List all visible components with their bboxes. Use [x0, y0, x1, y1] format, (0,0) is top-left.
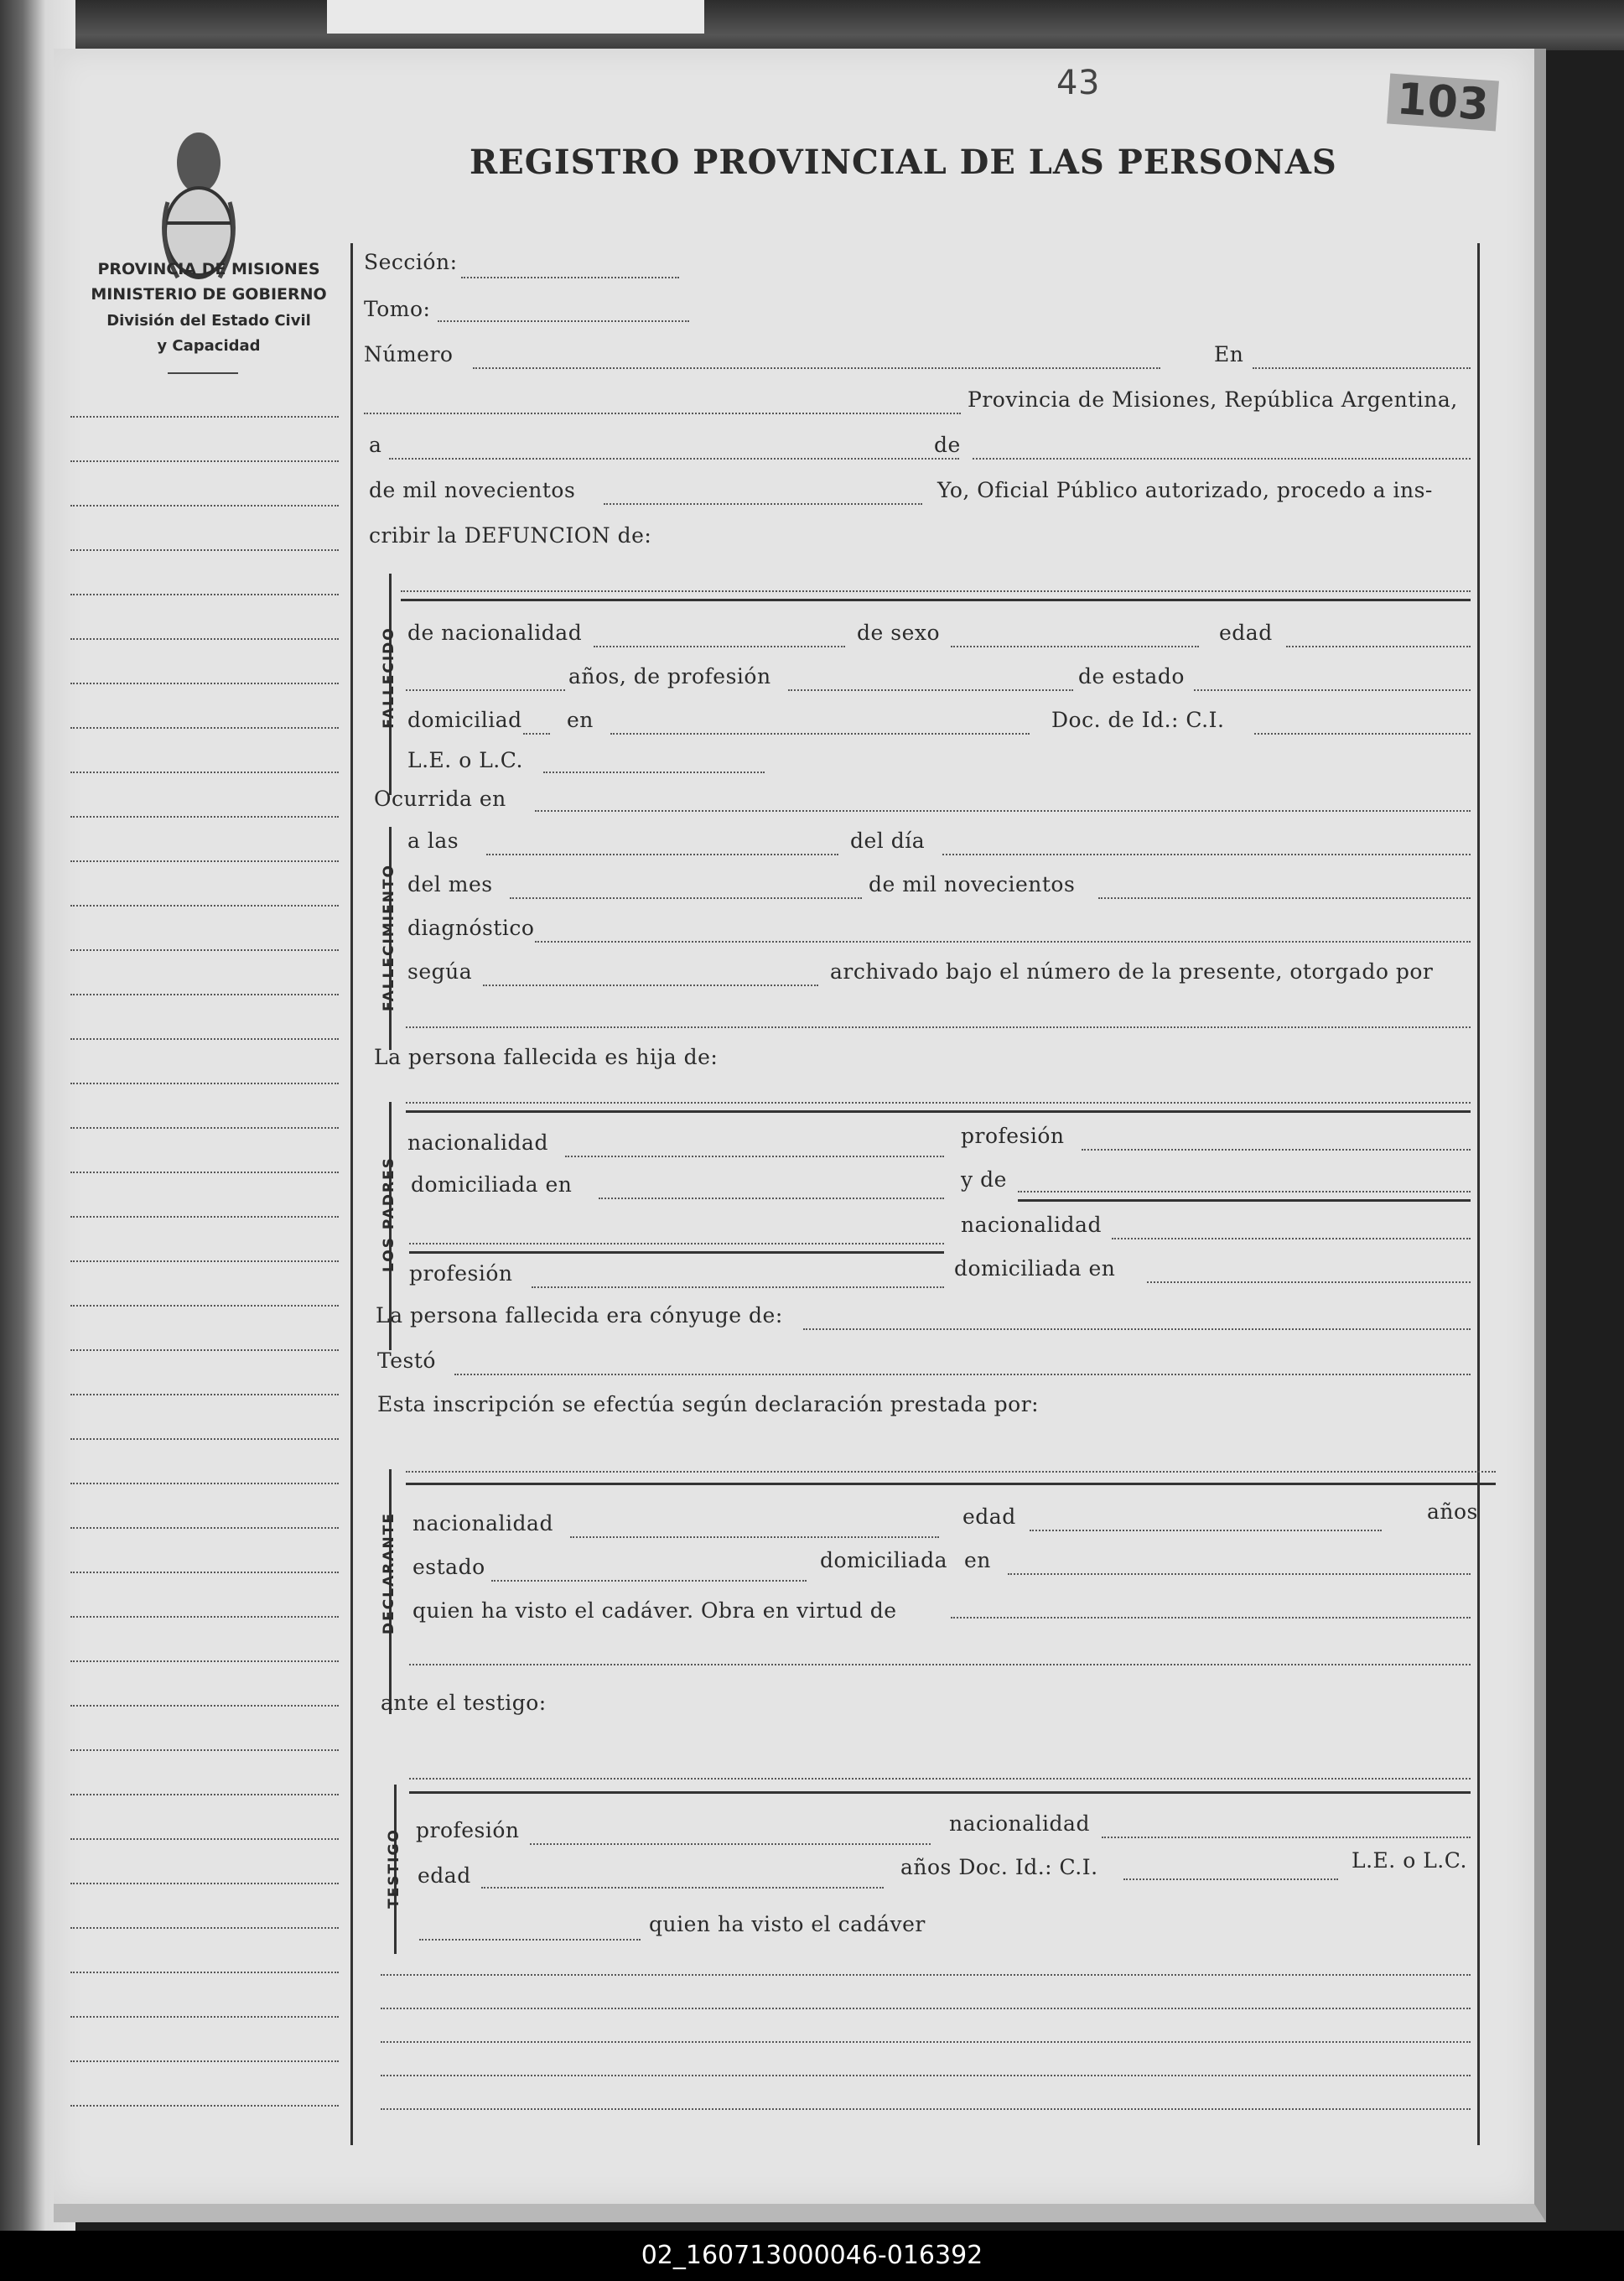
testigo-quien-label: quien ha visto el cadáver	[649, 1912, 926, 1936]
declarante-edad-field[interactable]	[1030, 1530, 1382, 1531]
madre-domicilio-field[interactable]	[1147, 1281, 1471, 1283]
margin-line[interactable]	[70, 1172, 339, 1173]
remarks-line[interactable]	[381, 2075, 1471, 2076]
obra-virtud-field[interactable]	[951, 1617, 1471, 1619]
margin-line[interactable]	[70, 1394, 339, 1395]
segun-label: segúa	[407, 959, 473, 984]
adjacent-page-tab	[327, 0, 704, 34]
tomo-label: Tomo:	[364, 297, 431, 321]
margin-line[interactable]	[70, 549, 339, 551]
numero-field[interactable]	[473, 367, 1160, 369]
y-de-label: y de	[961, 1167, 1007, 1192]
padre-name-field[interactable]	[406, 1102, 1471, 1104]
margin-line[interactable]	[70, 2016, 339, 2018]
margin-line[interactable]	[70, 1660, 339, 1662]
page-title: REGISTRO PROVINCIAL DE LAS PERSONAS	[470, 143, 1337, 182]
cribir-label: cribir la DEFUNCION de:	[369, 523, 652, 548]
de-nacionalidad-label: de nacionalidad	[407, 621, 583, 645]
declarante-nacionalidad-label: nacionalidad	[412, 1511, 553, 1535]
padre-name-underline	[406, 1110, 1471, 1113]
image-id-caption: 02_160713000046-016392	[0, 2231, 1624, 2281]
margin-line[interactable]	[70, 1438, 339, 1440]
doc-id-label: Doc. de Id.: C.I.	[1051, 708, 1225, 732]
padre-nacionalidad-field[interactable]	[565, 1156, 944, 1157]
domicilio-field[interactable]	[610, 733, 1030, 735]
a-label: a	[369, 433, 382, 457]
year-field[interactable]	[604, 503, 922, 505]
margin-line[interactable]	[70, 1527, 339, 1529]
margin-line[interactable]	[70, 1705, 339, 1707]
capacity-label: y Capacidad	[157, 337, 261, 355]
en-field[interactable]	[1253, 367, 1471, 369]
margin-line[interactable]	[70, 905, 339, 907]
page-number: 43	[1056, 64, 1100, 102]
ocurrida-en-label: Ocurrida en	[374, 787, 506, 811]
declarante-anos-label: años	[1427, 1499, 1478, 1524]
domiciliad-suffix-field[interactable]	[523, 733, 550, 735]
diagnostico-label: diagnóstico	[407, 916, 535, 940]
testigo-nacionalidad-label: nacionalidad	[949, 1811, 1090, 1836]
testigo-le-lc-field[interactable]	[419, 1939, 641, 1941]
remarks-line[interactable]	[381, 1974, 1471, 1976]
madre-profesion-field[interactable]	[532, 1286, 944, 1288]
margin-line[interactable]	[70, 1572, 339, 1573]
declarante-name-field[interactable]	[406, 1471, 1496, 1473]
madre-profesion-label: profesión	[409, 1261, 513, 1286]
main-right-border	[1477, 243, 1480, 2145]
deceased-name-field[interactable]	[401, 590, 1471, 592]
de-mil-novecientos-label: de mil novecientos	[869, 872, 1076, 896]
place-field[interactable]	[364, 413, 961, 414]
a-field[interactable]	[389, 458, 959, 460]
margin-line[interactable]	[70, 1216, 339, 1218]
padre-profesion-label: profesión	[961, 1124, 1065, 1148]
margin-line[interactable]	[70, 2060, 339, 2062]
deceased-name-underline	[401, 599, 1471, 601]
edad-label: edad	[1219, 621, 1273, 645]
madre-nacionalidad-label: nacionalidad	[961, 1213, 1102, 1237]
de-label: de	[934, 433, 961, 457]
margin-line[interactable]	[70, 1883, 339, 1884]
diagnostico-field[interactable]	[535, 941, 1471, 943]
margin-line[interactable]	[70, 2105, 339, 2107]
declarante-nacionalidad-field[interactable]	[570, 1536, 939, 1538]
margin-line[interactable]	[70, 1927, 339, 1929]
hora-field[interactable]	[486, 854, 838, 855]
margin-line[interactable]	[70, 816, 339, 818]
margin-line[interactable]	[70, 1260, 339, 1262]
margin-line[interactable]	[70, 683, 339, 684]
padre-nacionalidad-label: nacionalidad	[407, 1130, 548, 1155]
le-lc-label: L.E. o L.C.	[407, 748, 523, 772]
padres-section-label: LOS PADRES	[381, 1156, 397, 1272]
testigo-name-underline	[409, 1791, 1471, 1794]
de-sexo-label: de sexo	[857, 621, 941, 645]
margin-line[interactable]	[70, 416, 339, 418]
margin-line[interactable]	[70, 949, 339, 951]
testigo-section-label: TESTIGO	[386, 1828, 402, 1909]
profesion-field[interactable]	[788, 689, 1073, 691]
otorgado-field[interactable]	[406, 1026, 1471, 1028]
conyuge-field[interactable]	[803, 1328, 1471, 1330]
remarks-line[interactable]	[381, 2108, 1471, 2110]
testo-field[interactable]	[454, 1374, 1471, 1375]
header-underline	[168, 372, 238, 374]
provincia-label: Provincia de Misiones, República Argentina,	[968, 387, 1458, 412]
declarante-section-label: DECLARANTE	[381, 1512, 397, 1634]
madre-name-field-2[interactable]	[409, 1243, 944, 1244]
margin-line[interactable]	[70, 1794, 339, 1795]
margin-line[interactable]	[70, 1483, 339, 1484]
testigo-edad-label: edad	[418, 1863, 471, 1888]
testigo-name-field[interactable]	[409, 1778, 1471, 1780]
le-lc-field[interactable]	[543, 772, 765, 773]
edad-field[interactable]	[1286, 646, 1471, 647]
margin-line[interactable]	[70, 1127, 339, 1129]
margin-line[interactable]	[70, 505, 339, 507]
margin-line[interactable]	[70, 994, 339, 995]
testigo-anos-doc-label: años Doc. Id.: C.I.	[900, 1855, 1098, 1879]
domiciliad-label: domiciliad	[407, 708, 522, 732]
anio-field[interactable]	[1098, 897, 1471, 899]
madre-name-field[interactable]	[1018, 1191, 1471, 1192]
margin-line[interactable]	[70, 727, 339, 729]
en-label-2: en	[567, 708, 594, 732]
mes-field[interactable]	[510, 897, 862, 899]
testigo-edad-field[interactable]	[481, 1887, 884, 1889]
padre-profesion-field[interactable]	[1082, 1149, 1471, 1151]
archivado-label: archivado bajo el número de la presente, otorgado por	[830, 959, 1434, 984]
margin-line[interactable]	[70, 1083, 339, 1084]
estado-field[interactable]	[1194, 689, 1471, 691]
en-label: En	[1214, 342, 1244, 366]
dia-field[interactable]	[942, 854, 1471, 855]
anos-field[interactable]	[406, 689, 565, 691]
de-mil-label: de mil novecientos	[369, 478, 576, 502]
fallecido-section-label: FALLECIDO	[381, 626, 397, 729]
declarante-extra-field[interactable]	[409, 1664, 1471, 1665]
margin-line[interactable]	[70, 1616, 339, 1618]
testigo-ci-field[interactable]	[1123, 1878, 1338, 1880]
de-estado-label: de estado	[1078, 664, 1185, 688]
background-top	[0, 0, 1624, 50]
a-las-label: a las	[407, 829, 459, 853]
madre-nacionalidad-field[interactable]	[1112, 1238, 1471, 1239]
ante-testigo-label: ante el testigo:	[381, 1691, 547, 1715]
declarante-edad-label: edad	[962, 1504, 1016, 1529]
testigo-profesion-field[interactable]	[530, 1843, 931, 1845]
declarante-domiciliada-label: domiciliada	[820, 1548, 948, 1572]
madre-name-underline	[1018, 1199, 1471, 1202]
margin-line[interactable]	[70, 1749, 339, 1751]
declarante-name-underline	[406, 1483, 1496, 1485]
margin-line[interactable]	[70, 1305, 339, 1307]
testigo-nacionalidad-field[interactable]	[1102, 1837, 1471, 1838]
testo-label: Testó	[377, 1348, 436, 1373]
segun-field[interactable]	[483, 985, 818, 986]
padre-domiciliada-label: domiciliada en	[411, 1172, 573, 1197]
province-label: PROVINCIA DE MISIONES	[97, 260, 320, 278]
seccion-field[interactable]	[461, 277, 679, 278]
stamp-number: 103	[1387, 74, 1499, 132]
margin-line[interactable]	[70, 638, 339, 640]
margin-line[interactable]	[70, 594, 339, 595]
ministry-label: MINISTERIO DE GOBIERNO	[91, 285, 327, 304]
declarante-domicilio-field[interactable]	[1008, 1573, 1471, 1575]
testigo-le-lc-label: L.E. o L.C.	[1352, 1848, 1467, 1873]
declarante-quien-label: quien ha visto el cadáver. Obra en virtud de	[412, 1598, 897, 1623]
nacionalidad-field[interactable]	[594, 646, 845, 647]
conyuge-label: La persona fallecida era cónyuge de:	[376, 1303, 783, 1328]
ci-field[interactable]	[1254, 733, 1471, 735]
numero-label: Número	[364, 342, 454, 366]
margin-line[interactable]	[70, 1972, 339, 1973]
sexo-field[interactable]	[951, 646, 1199, 647]
remarks-line[interactable]	[381, 2041, 1471, 2043]
tomo-field[interactable]	[438, 320, 689, 322]
ocurrida-field[interactable]	[535, 810, 1471, 812]
padre-domicilio-field[interactable]	[599, 1198, 944, 1199]
main-left-border	[350, 243, 353, 2145]
hija-de-label: La persona fallecida es hija de:	[374, 1045, 719, 1069]
margin-line[interactable]	[70, 460, 339, 462]
de-field[interactable]	[973, 458, 1471, 460]
remarks-line[interactable]	[381, 2008, 1471, 2009]
declarante-estado-label: estado	[412, 1555, 485, 1579]
margin-line[interactable]	[70, 1038, 339, 1040]
del-mes-label: del mes	[407, 872, 493, 896]
madre-domiciliada-label: domiciliada en	[954, 1256, 1116, 1281]
del-dia-label: del día	[850, 829, 926, 853]
seccion-label: Sección:	[364, 250, 458, 274]
margin-line[interactable]	[70, 1838, 339, 1840]
margin-line[interactable]	[70, 1349, 339, 1351]
testigo-profesion-label: profesión	[416, 1818, 520, 1842]
madre-name-underline-2	[409, 1251, 944, 1254]
margin-line[interactable]	[70, 772, 339, 773]
register-page	[54, 49, 1546, 2222]
margin-line[interactable]	[70, 860, 339, 862]
inscripcion-label: Esta inscripción se efectúa según declaración prestada por:	[377, 1392, 1040, 1416]
yo-oficial-label: Yo, Oficial Público autorizado, procedo a ins-	[937, 478, 1433, 502]
declarante-estado-field[interactable]	[491, 1580, 807, 1582]
anos-profesion-label: años, de profesión	[568, 664, 771, 688]
division-label: División del Estado Civil	[106, 312, 311, 330]
declarante-en-label: en	[964, 1548, 991, 1572]
fallecimiento-section-label: FALLECIMIENTO	[381, 863, 397, 1012]
